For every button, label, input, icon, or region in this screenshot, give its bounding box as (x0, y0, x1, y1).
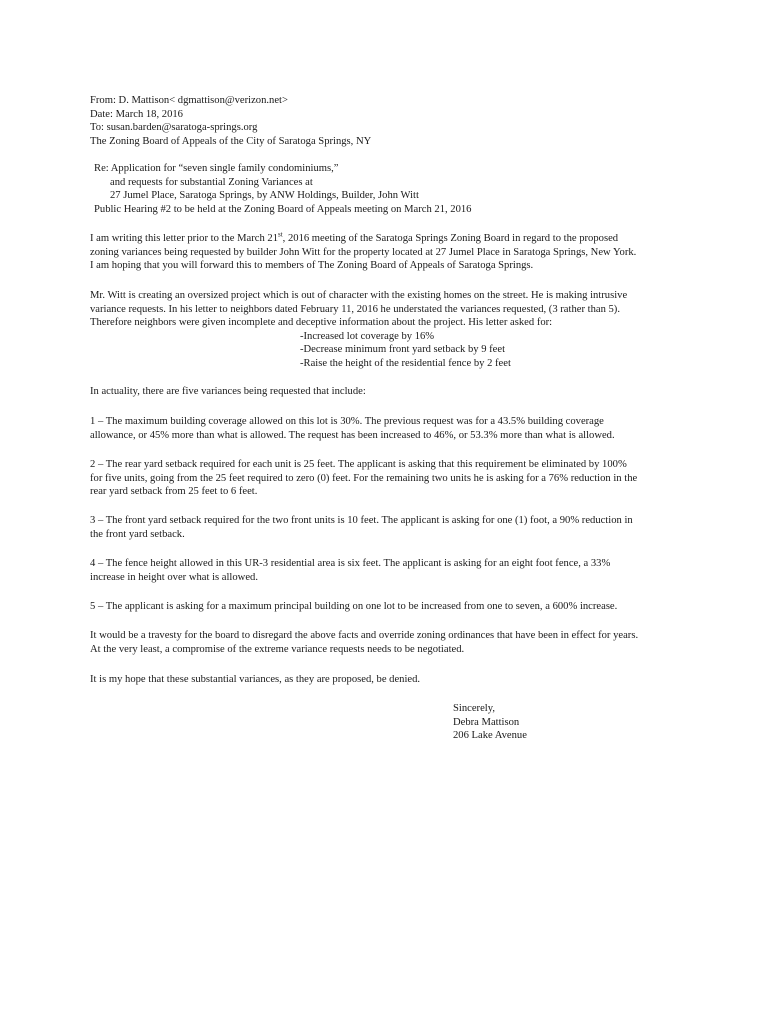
variance-5 (90, 600, 690, 614)
variance-4-line: increase in height over what is allowed. (90, 571, 258, 583)
letter-header (90, 94, 690, 148)
travesty-line-2: At the very least, a compromise of the extreme variance requests needs to be negotiated. (90, 643, 465, 655)
witt-request-item: -Raise the height of the residential fence by 2 feet (300, 357, 511, 369)
intro-line-3: I am hoping that you will forward this to members of The Zoning Board of Appeals of Saratoga Springs. (90, 260, 534, 272)
variance-2-line: for five units, going from the 25 feet required to zero (0) feet. For the remaining two units he is asking for a 76% reduction in the (90, 472, 638, 484)
variance-2-line: rear yard setback from 25 feet to 6 feet. (90, 486, 258, 498)
variance-3-line: the front yard setback. (90, 528, 185, 540)
signer-address: 206 Lake Avenue (453, 730, 527, 742)
intro-line-2: zoning variances being requested by builder John Witt for the property located at 27 Jumel Place in Saratoga Springs, New York. (90, 246, 637, 258)
travesty-paragraph (90, 629, 690, 656)
hope-paragraph (90, 673, 690, 687)
variance-3 (90, 514, 690, 541)
date-line: Date: March 18, 2016 (90, 108, 183, 120)
variance-1-line: allowance, or 45% more than what is allowed. The request has been increased to 46%, or 53.3% more than what is allowed. (90, 429, 615, 441)
travesty-line-1: It would be a travesty for the board to disregard the above facts and override zoning ordinances that have been in effect for years. (90, 630, 639, 641)
to-line: To: susan.barden@saratoga-springs.org (90, 122, 258, 134)
witt-paragraph (90, 289, 690, 371)
variance-1 (90, 415, 690, 442)
witt-line-1: Mr. Witt is creating an oversized project which is out of character with the existing homes on the street. He is making intrusive (90, 290, 628, 301)
variance-2-line: 2 – The rear yard setback required for each unit is 25 feet. The applicant is asking that this requirement be eliminated by 100% (90, 459, 627, 470)
recipient-line: The Zoning Board of Appeals of the City of Saratoga Springs, NY (90, 135, 372, 147)
variance-4-line: 4 – The fence height allowed in this UR-3 residential area is six feet. The applicant is asking for an eight foot fence, a 33% (90, 558, 611, 569)
variance-3-line: 3 – The front yard setback required for the two front units is 10 feet. The applicant is asking for one (1) foot, a 90% reduction in (90, 515, 633, 526)
witt-line-3: Therefore neighbors were given incomplete and deceptive information about the project. His letter asked for: (90, 317, 553, 329)
actuality-line: In actuality, there are five variances being requested that include: (90, 386, 366, 397)
witt-request-list (90, 330, 690, 371)
intro-line-1-start: I am writing this letter prior to the March 21 (90, 233, 278, 244)
variance-4 (90, 557, 690, 584)
intro-line-1-end: , 2016 meeting of the Saratoga Springs Zoning Board in regard to the proposed (282, 233, 619, 244)
re-line-2: and requests for substantial Zoning Variances at (110, 176, 313, 188)
variance-2 (90, 458, 690, 499)
re-line-4: Public Hearing #2 to be held at the Zoning Board of Appeals meeting on March 21, 2016 (94, 203, 472, 215)
signature-block (453, 702, 653, 743)
intro-line-1 (90, 232, 690, 246)
witt-request-item: -Decrease minimum front yard setback by 9 feet (300, 344, 506, 356)
re-block (90, 162, 690, 216)
intro-paragraph (90, 232, 690, 273)
variance-1-line: 1 – The maximum building coverage allowed on this lot is 30%. The previous request was for a 43.5% building coverage (90, 416, 604, 427)
closing-line: Sincerely, (453, 703, 495, 714)
re-line-3: 27 Jumel Place, Saratoga Springs, by ANW Holdings, Builder, John Witt (110, 190, 419, 202)
actuality-paragraph (90, 385, 690, 399)
from-line: From: D. Mattison< dgmattison@verizon.net> (90, 95, 288, 106)
signer-name: Debra Mattison (453, 716, 520, 728)
variance-5-line: 5 – The applicant is asking for a maximum principal building on one lot to be increased from one to seven, a 600% increase. (90, 601, 618, 612)
re-line-1: Re: Application for “seven single family condominiums,” (94, 163, 339, 174)
intro-ordinal-suffix: st (278, 230, 283, 239)
witt-line-2: variance requests. In his letter to neighbors dated February 11, 2016 he understated the variances requested, (3 rather than 5). (90, 303, 620, 315)
witt-request-item: -Increased lot coverage by 16% (300, 330, 435, 342)
hope-line: It is my hope that these substantial variances, as they are proposed, be denied. (90, 674, 421, 685)
